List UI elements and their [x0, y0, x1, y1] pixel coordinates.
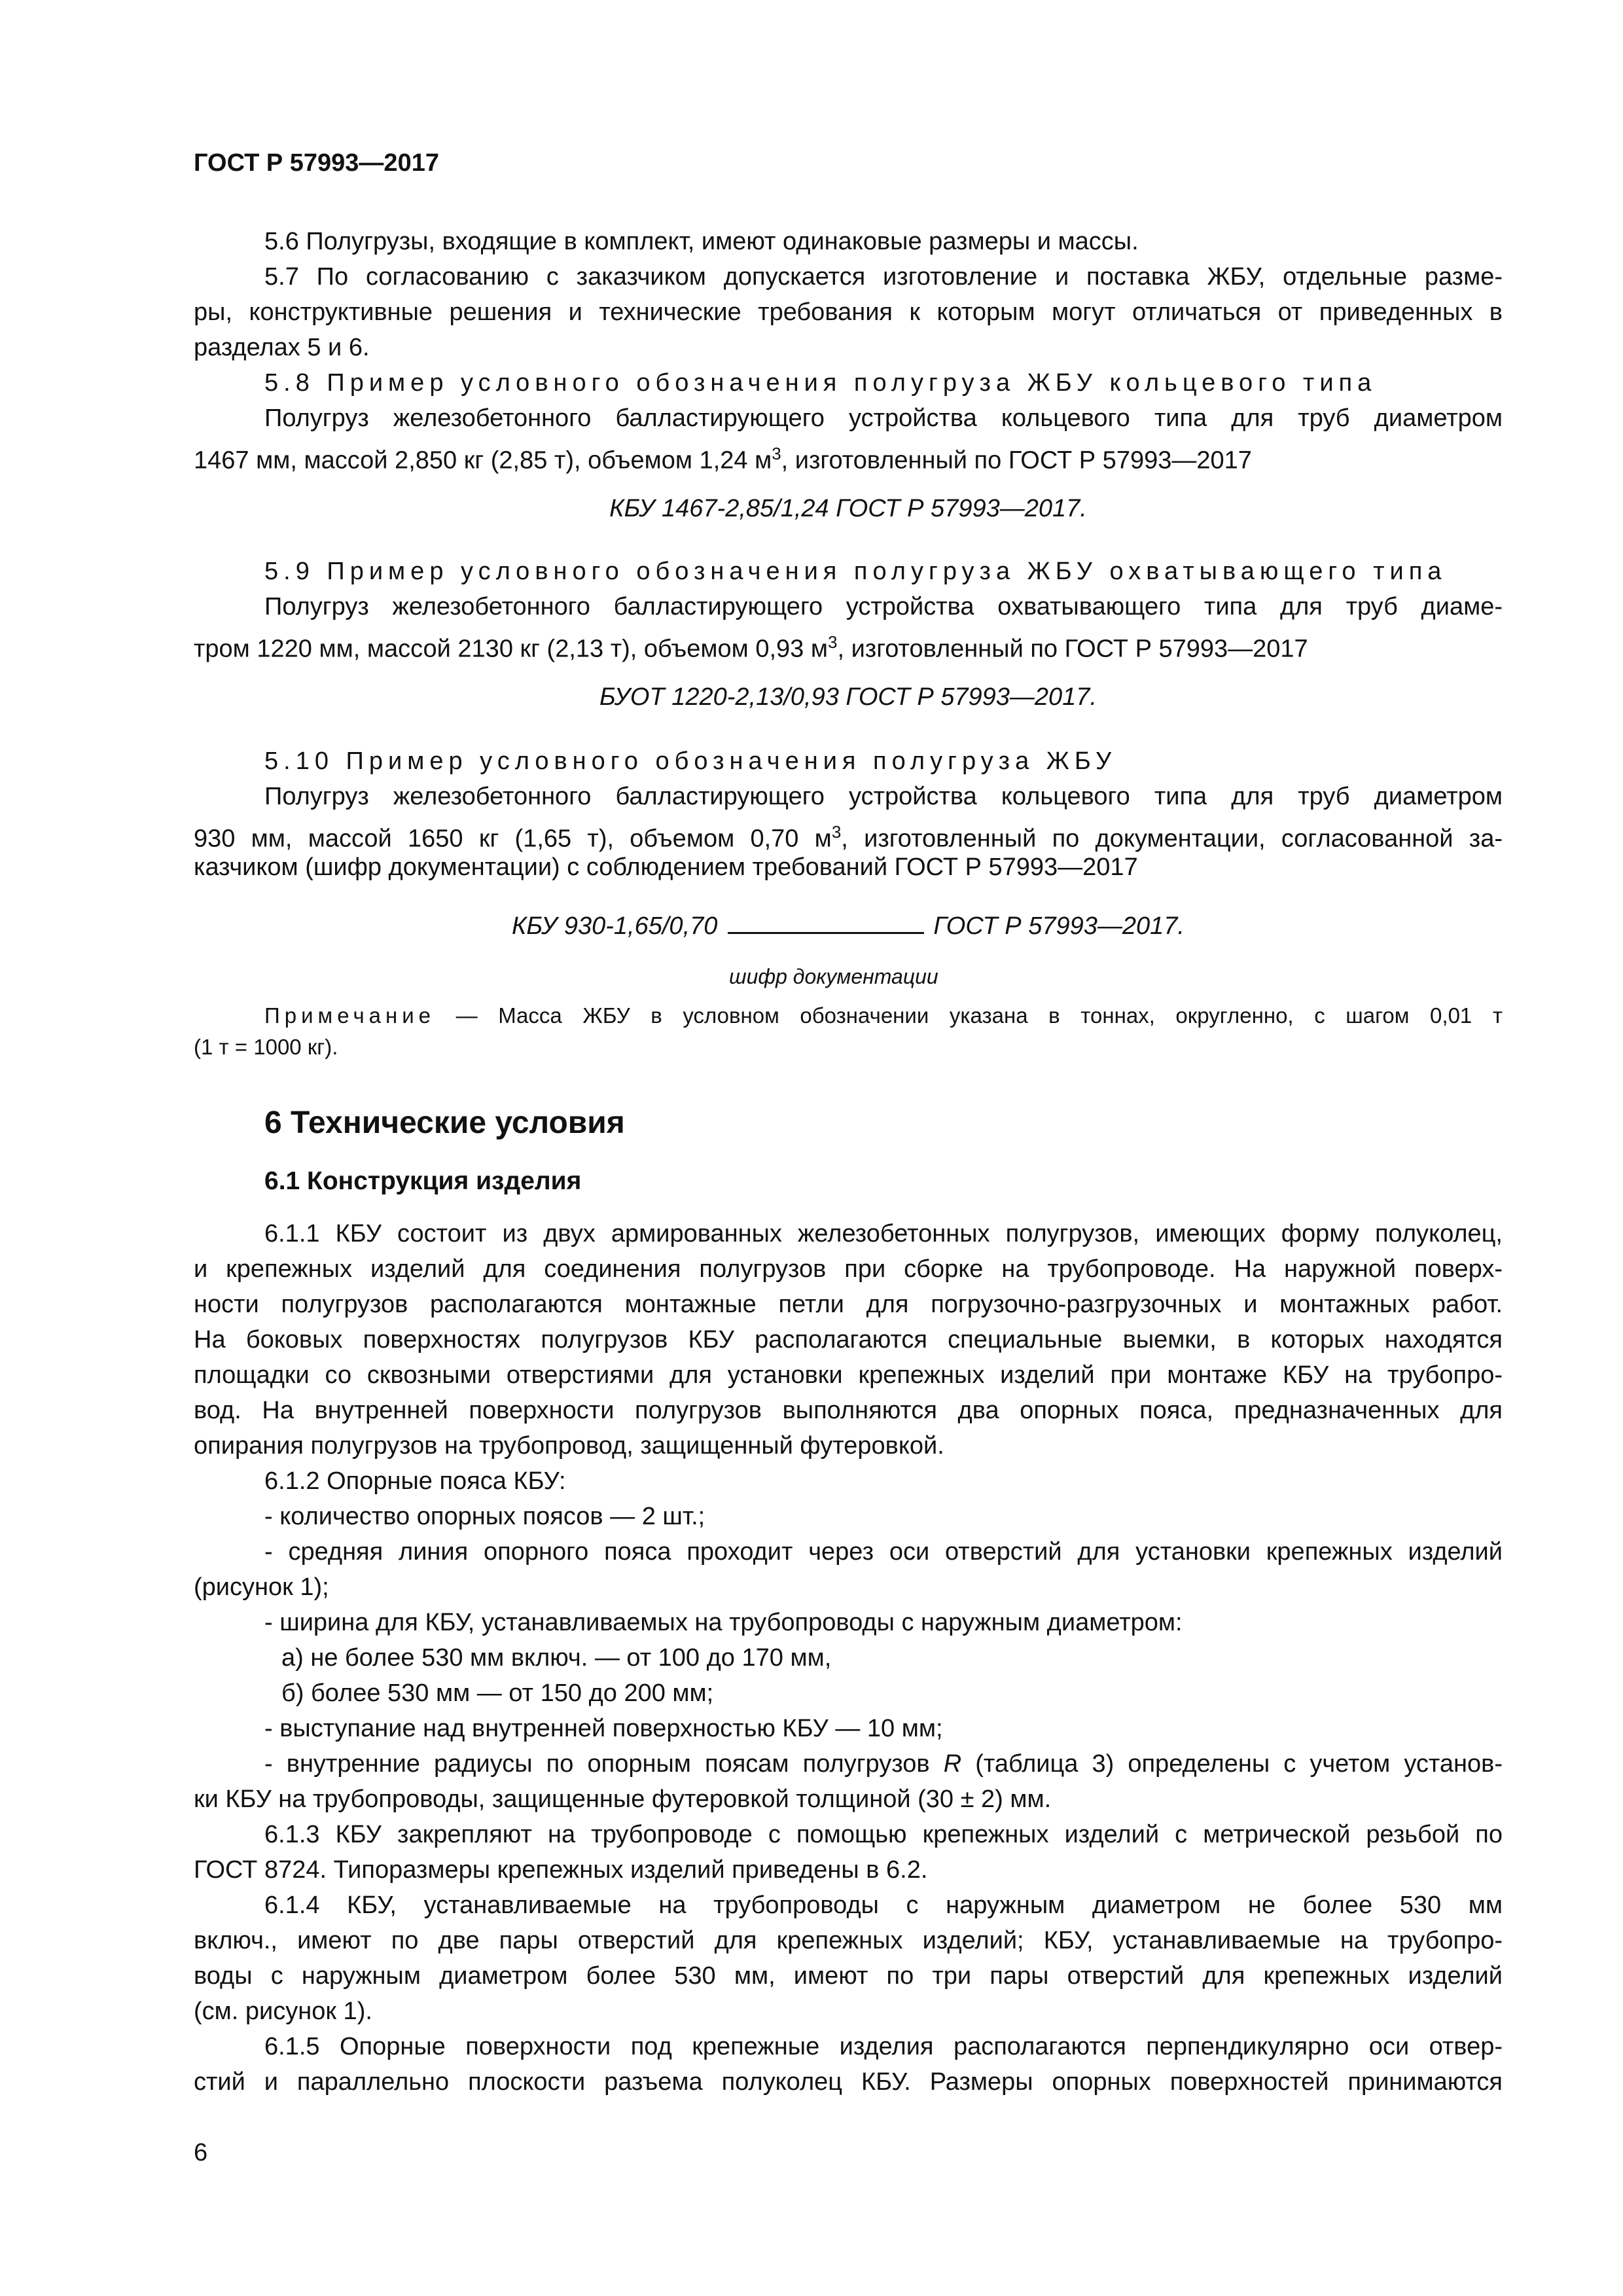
paragraph-6-1-1-line-4: На боковых поверхностях полугрузов КБУ располагаются специальные выемки, в которых находятся — [194, 1326, 1503, 1354]
paragraph-5-7-line-2: ры, конструктивные решения и технические требования к которым могут отличаться от приведенных в — [194, 298, 1503, 326]
paragraph-5-10-title: 5.10 Пример условного обозначения полугруза ЖБУ — [264, 747, 1117, 775]
paragraph-5-10-line-1: Полугруз железобетонного балластирующего устройства кольцевого типа для труб диаметром — [264, 783, 1503, 810]
paragraph-6-1-4-line-2: включ., имеют по две пары отверстий для крепежных изделий; КБУ, устанавливаемые на трубопро- — [194, 1927, 1503, 1954]
document-cipher-blank — [728, 906, 924, 934]
paragraph-5-9-line-2: тром 1220 мм, массой 2130 кг (2,13 т), объемом 0,93 $м^3$, изготовленный по ГОСТ Р 57993—2017 — [194, 632, 1308, 663]
designation-example-kbu-930: КБУ 930-1,65/0,70 ГОСТ Р 57993—2017. — [194, 906, 1503, 944]
section-6-title: 6 Технические условия — [264, 1105, 625, 1140]
paragraph-6-1-1-line-6: вод. На внутренней поверхности полугрузов выполняются два опорных пояса, предназначенных для — [194, 1397, 1503, 1424]
paragraph-6-1-2-item-radii-1: - внутренние радиусы по опорным поясам полугрузов R (таблица 3) определены с учетом установ- — [264, 1750, 1503, 1778]
paragraph-6-1-1-line-3: ности полугрузов располагаются монтажные петли для погрузочно-разгрузочных и монтажных работ. — [194, 1291, 1503, 1318]
paragraph-6-1-2-item-width-a: а) не более 530 мм включ. — от 100 до 170 мм, — [281, 1644, 832, 1672]
paragraph-6-1-2-item-count: - количество опорных поясов — 2 шт.; — [264, 1503, 705, 1530]
paragraph-6-1-2-item-width: - ширина для КБУ, устанавливаемых на трубопроводы с наружным диаметром: — [264, 1609, 1183, 1636]
paragraph-6-1-4-line-3: воды с наружным диаметром более 530 мм, имеют по три пары отверстий для крепежных изделий — [194, 1962, 1503, 1990]
note-line-2: (1 т = 1000 кг). — [194, 1035, 338, 1059]
paragraph-6-1-1-line-7: опирания полугрузов на трубопровод, защищенный футеровкой. — [194, 1432, 944, 1460]
designation-example-kbu-1467: КБУ 1467-2,85/1,24 ГОСТ Р 57993—2017. — [609, 495, 1087, 522]
paragraph-5-9-title: 5.9 Пример условного обозначения полугруза ЖБУ охватывающего типа — [264, 558, 1447, 585]
paragraph-5-8-line-2: 1467 мм, массой 2,850 кг (2,85 т), объемом 1,24 $м^3$, изготовленный по ГОСТ Р 57993—2017 — [194, 444, 1252, 475]
paragraph-6-1-5-line-2: стий и параллельно плоскости разъема полуколец КБУ. Размеры опорных поверхностей принимаются — [194, 2068, 1503, 2096]
paragraph-5-10-line-2: 930 мм, массой 1650 кг (1,65 т), объемом 0,70 $м^3$, изготовленный по документации, согласованной за- — [194, 822, 1503, 853]
paragraph-6-1-2-item-protrusion: - выступание над внутренней поверхностью КБУ — 10 мм; — [264, 1715, 943, 1742]
paragraph-6-1-2-item-midline-1: - средняя линия опорного пояса проходит через оси отверстий для установки крепежных изделий — [264, 1538, 1503, 1566]
paragraph-6-1-2-item-midline-2: (рисунок 1); — [194, 1573, 329, 1601]
paragraph-6-1-1-line-1: 6.1.1 КБУ состоит из двух армированных железобетонных полугрузов, имеющих форму полуколец, — [264, 1220, 1503, 1247]
paragraph-6-1-3-line-2: ГОСТ 8724. Типоразмеры крепежных изделий приведены в 6.2. — [194, 1856, 928, 1884]
paragraph-6-1-1-line-5: площадки со сквозными отверстиями для установки крепежных изделий при монтаже КБУ на трубопро- — [194, 1361, 1503, 1389]
paragraph-5-10-line-3: казчиком (шифр документации) с соблюдением требований ГОСТ Р 57993—2017 — [194, 853, 1138, 881]
paragraph-6-1-5-line-1: 6.1.5 Опорные поверхности под крепежные изделия располагаются перпендикулярно оси отвер- — [264, 2033, 1503, 2060]
paragraph-6-1-4-line-1: 6.1.4 КБУ, устанавливаемые на трубопроводы с наружным диаметром не более 530 мм — [264, 1892, 1503, 1919]
paragraph-5-9-line-1: Полугруз железобетонного балластирующего устройства охватывающего типа для труб диаме- — [264, 593, 1503, 620]
document-cipher-caption: шифр документации — [729, 965, 938, 988]
paragraph-6-1-2-item-radii-2: ки КБУ на трубопроводы, защищенные футеровкой толщиной (30 ± 2) мм. — [194, 1785, 1052, 1813]
page-number: 6 — [194, 2139, 208, 2166]
note-line-1: Примечание — Масса ЖБУ в условном обозначении указана в тоннах, округленно, с шагом 0,01 т — [264, 1003, 1503, 1028]
paragraph-5-8-line-1: Полугруз железобетонного балластирующего устройства кольцевого типа для труб диаметром — [264, 404, 1503, 432]
paragraph-5-7-line-1: 5.7 По согласованию с заказчиком допускается изготовление и поставка ЖБУ, отдельные разме- — [264, 263, 1503, 291]
paragraph-6-1-2-title: 6.1.2 Опорные пояса КБУ: — [264, 1467, 566, 1495]
document-header: ГОСТ Р 57993—2017 — [194, 149, 439, 177]
paragraph-6-1-2-item-width-b: б) более 530 мм — от 150 до 200 мм; — [281, 1679, 714, 1707]
paragraph-6-1-4-line-4: (см. рисунок 1). — [194, 1998, 372, 2025]
paragraph-6-1-1-line-2: и крепежных изделий для соединения полугрузов при сборке на трубопроводе. На наружной поверх- — [194, 1255, 1503, 1283]
paragraph-5-7-line-3: разделах 5 и 6. — [194, 334, 370, 361]
designation-example-buot-1220: БУОТ 1220-2,13/0,93 ГОСТ Р 57993—2017. — [599, 683, 1097, 711]
paragraph-6-1-3-line-1: 6.1.3 КБУ закрепляют на трубопроводе с помощью крепежных изделий с метрической резьбой по — [264, 1821, 1503, 1848]
paragraph-5-6: 5.6 Полугрузы, входящие в комплект, имеют одинаковые размеры и массы. — [264, 228, 1139, 255]
subsection-6-1-title: 6.1 Конструкция изделия — [264, 1167, 582, 1195]
paragraph-5-8-title: 5.8 Пример условного обозначения полугруза ЖБУ кольцевого типа — [264, 369, 1377, 397]
